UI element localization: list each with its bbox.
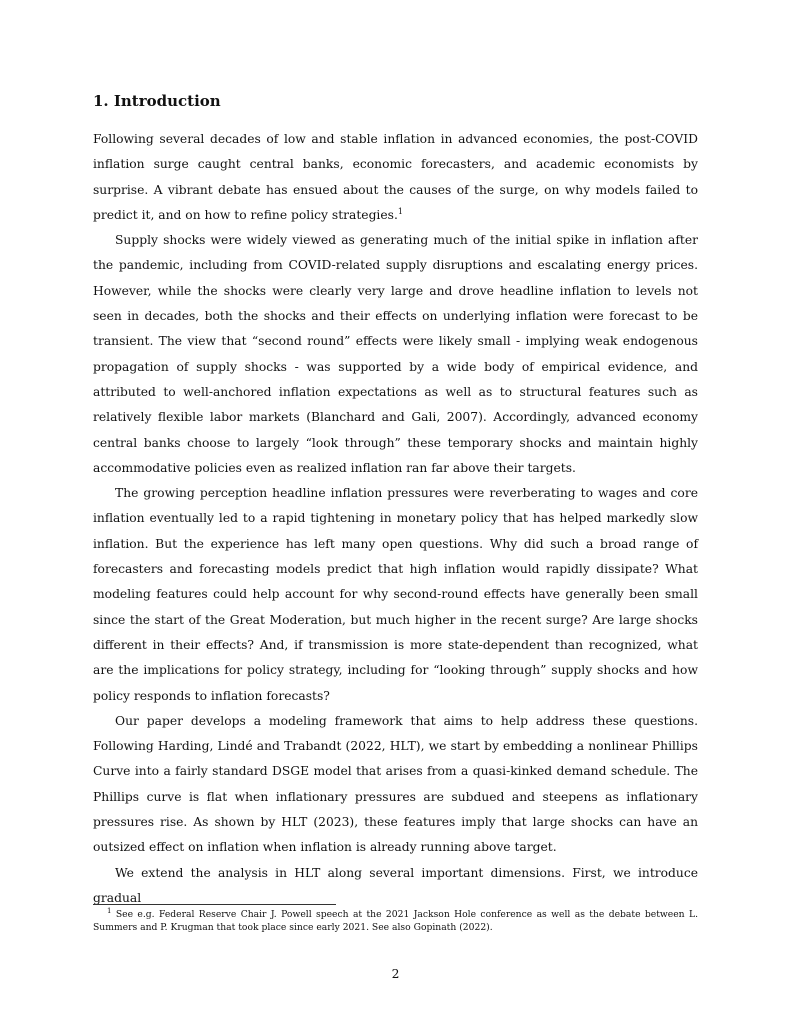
paragraph-1-text: Following several decades of low and stable inflation in advanced economies, the post-COVID inflation surge caught central banks, economic forecasters, and academic economists by surprise. A vibrant debate has ensued about the causes of the surge, on why models failed to predict it, and on how to refine policy strategies. — [93, 132, 698, 222]
introduction-body — [93, 127, 698, 911]
footnote-marker[interactable]: 1 — [397, 206, 403, 216]
footnote-divider — [93, 904, 336, 905]
footnote — [93, 909, 698, 934]
paragraph-4: Our paper develops a modeling framework that aims to help address these questions. Following Harding, Lindé and Trabandt (2022, HLT), we start by embedding a nonlinear Phillips Curve into a fairly standard DSGE model that arises from a quasi-kinked demand schedule. The Phillips curve is flat when inflationary pressures are subdued and steepens as inflationary pressures rise. As shown by HLT (2023), these features imply that large shocks can have an outsized effect on inflation when inflation is already running above target. — [93, 713, 698, 855]
paragraph-2: Supply shocks were widely viewed as generating much of the initial spike in inflation after the pandemic, including from COVID-related supply disruptions and escalating energy prices. However, while the shocks were clearly very large and drove headline inflation to levels not seen in decades, both the shocks and their effects on underlying inflation were forecast to be transient. The view that “second round” effects were likely small - implying weak endogenous propagation of supply shocks - was supported by a wide body of empirical evidence, and attributed to well-anchored inflation expectations as well as to structural features such as relatively flexible labor markets (Blanchard and Gali, 2007). Accordingly, advanced economy central banks choose to largely “look through” these temporary shocks and maintain highly accommodative policies even as realized inflation ran far above their targets. — [93, 233, 698, 475]
page-number: 2 — [391, 967, 400, 981]
footnote-text: See e.g. Federal Reserve Chair J. Powell speech at the 2021 Jackson Hole conference as well as the debate between L. Summers and P. Krugman that took place since early 2021. See also Gopinath (2022). — [93, 909, 698, 933]
paragraph-3: The growing perception headline inflation pressures were reverberating to wages and core inflation eventually led to a rapid tightening in monetary policy that has helped markedly slow inflation. But the experience has left many open questions. Why did such a broad range of forecasters and forecasting models predict that high inflation would rapidly dissipate? What modeling features could help account for why second-round effects have generally been small since the start of the Great Moderation, but much higher in the recent surge? Are large shocks different in their effects? And, if transmission is more state-dependent than recognized, what are the implications for policy strategy, including for “looking through” supply shocks and how policy responds to inflation forecasts? — [93, 486, 698, 703]
footnote-number: 1 — [107, 907, 112, 915]
paragraph-1 — [93, 127, 698, 228]
section-title: 1. Introduction — [93, 92, 221, 110]
paragraph-5: We extend the analysis in HLT along several important dimensions. First, we introduce gradual — [93, 865, 698, 905]
